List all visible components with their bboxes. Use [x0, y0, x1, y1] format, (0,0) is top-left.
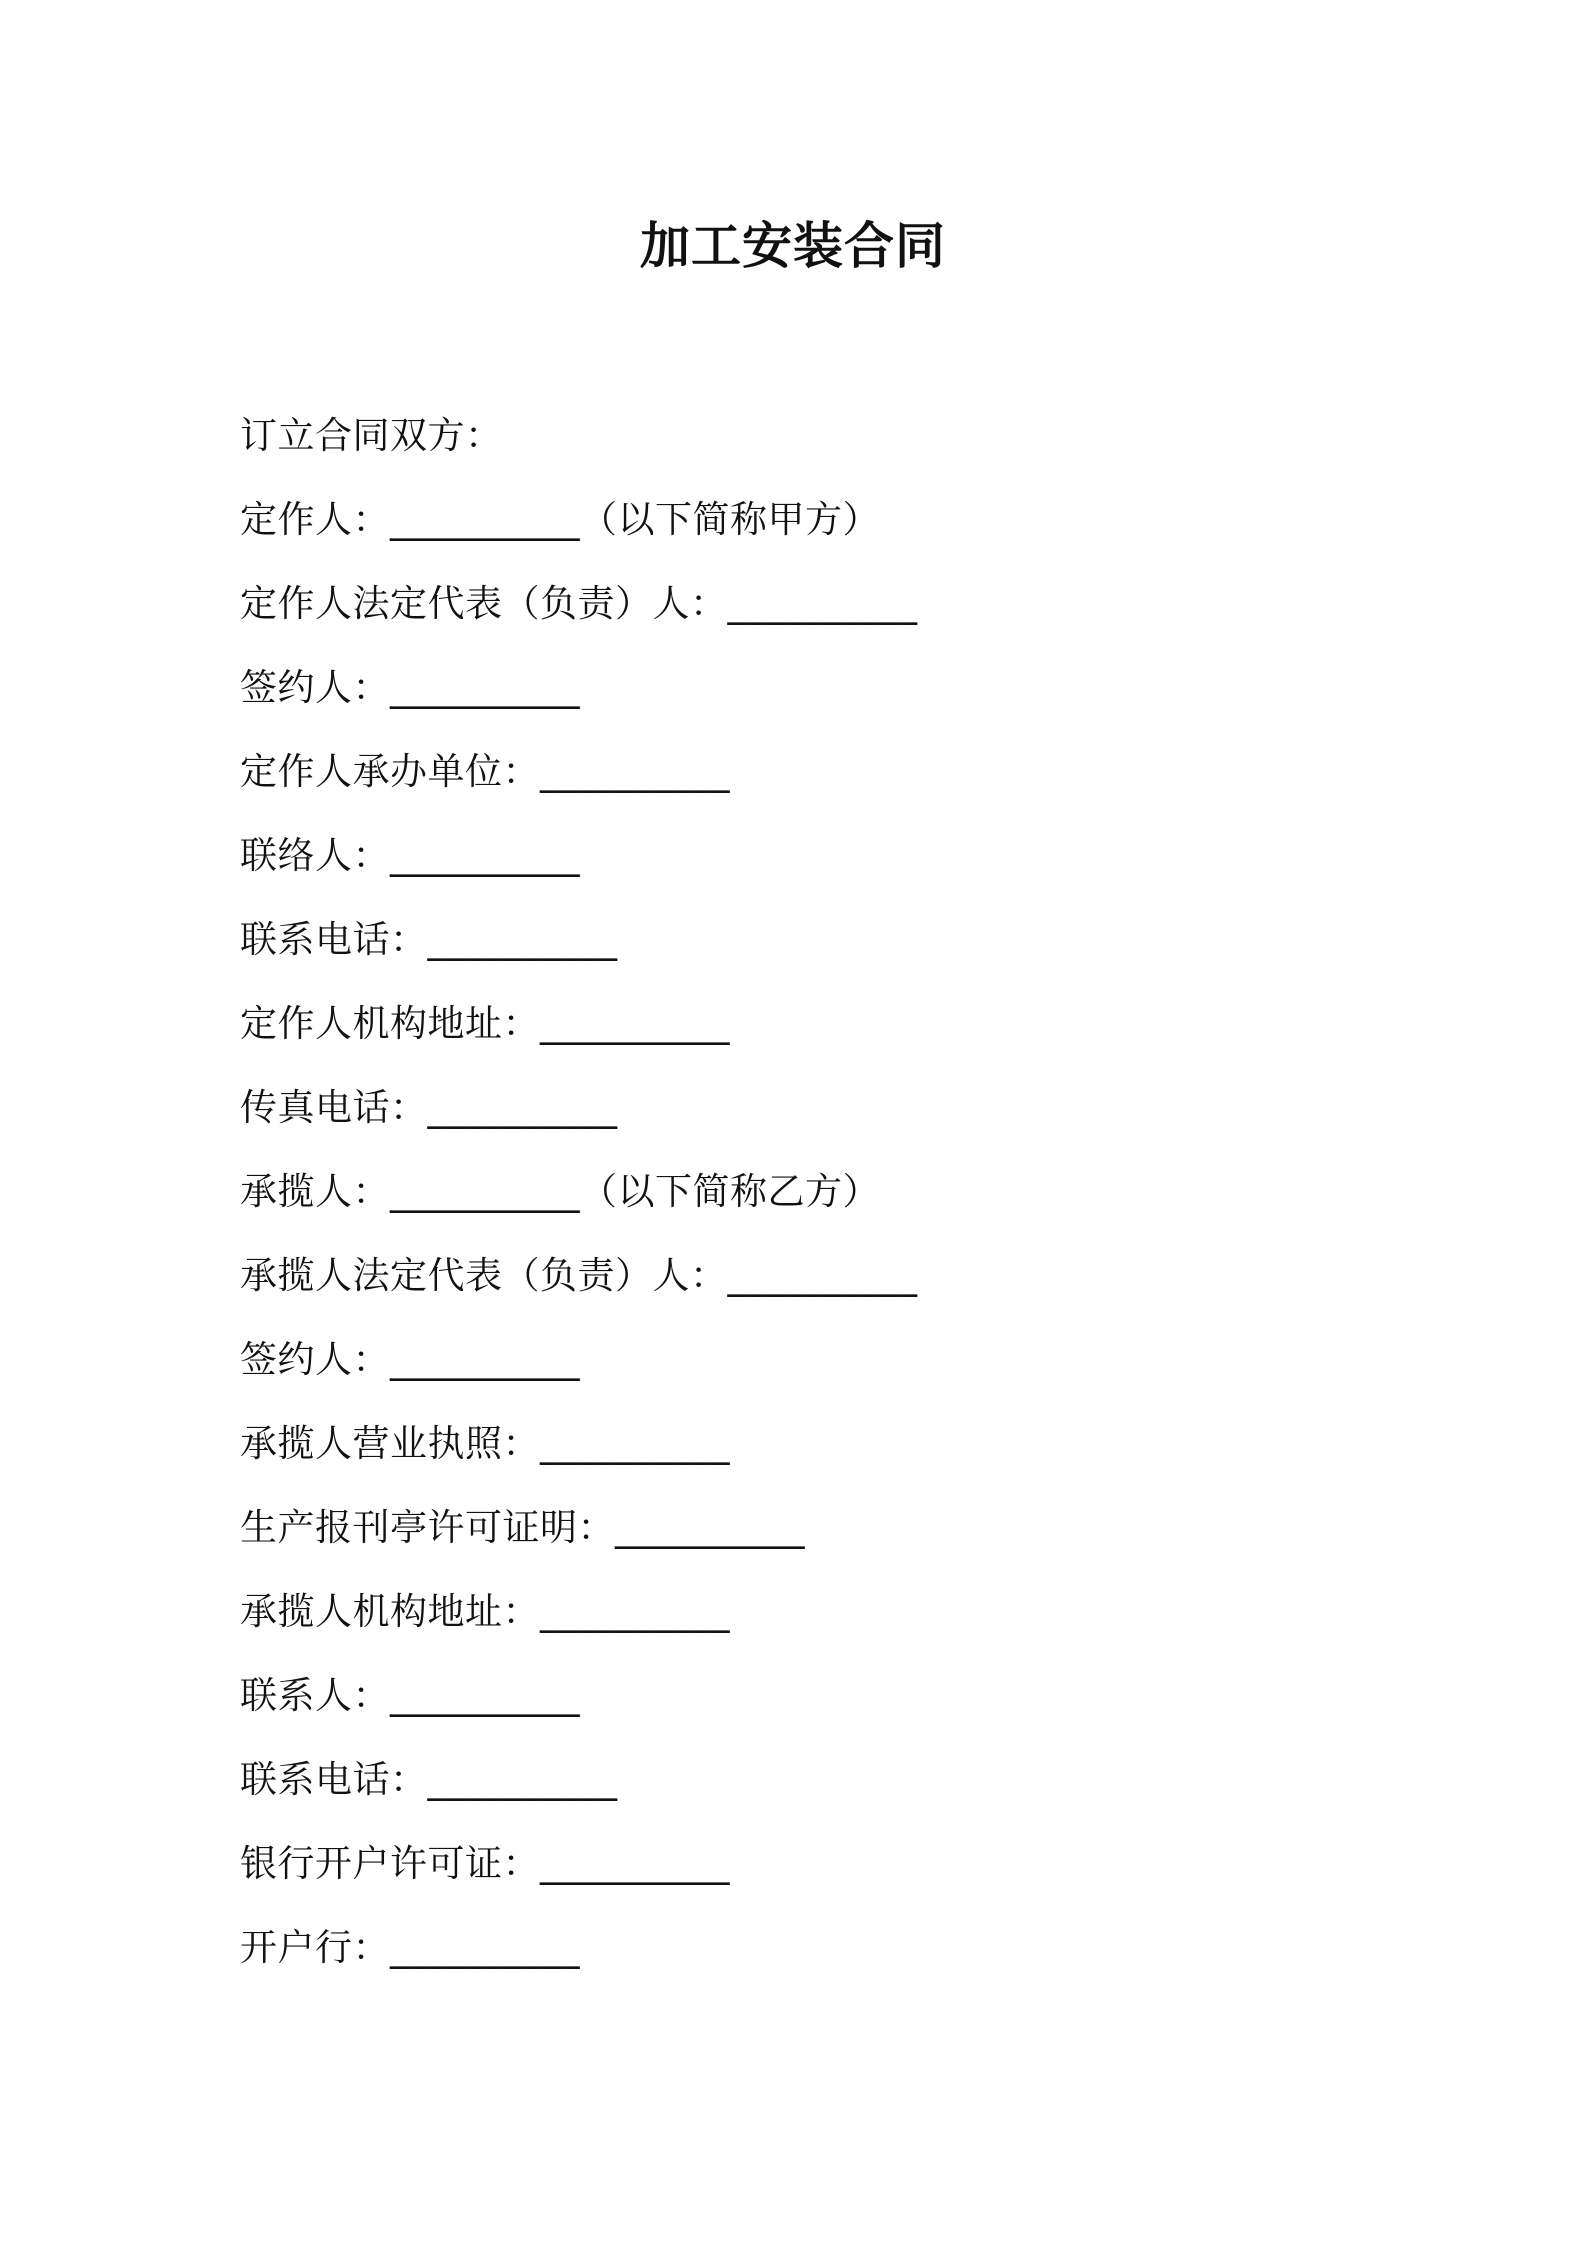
orderer-liaison-line: 联络人：__________: [240, 834, 580, 877]
contractor-address-line: 承揽人机构地址：__________: [240, 1590, 730, 1633]
bank-line: 开户行：__________: [240, 1926, 580, 1969]
parties-heading: 订立合同双方：: [240, 414, 503, 457]
orderer-address-line: 定作人机构地址：__________: [240, 1002, 730, 1045]
orderer-signatory-line: 签约人：__________: [240, 666, 580, 709]
orderer-fax-line: 传真电话：__________: [240, 1086, 618, 1129]
bank-account-permit-line: 银行开户许可证：__________: [240, 1842, 730, 1885]
orderer-legal-rep-line: 定作人法定代表（负责）人：__________: [240, 582, 918, 625]
contractor-legal-rep-line: 承揽人法定代表（负责）人：__________: [240, 1254, 918, 1297]
contractor-signatory-line: 签约人：__________: [240, 1338, 580, 1381]
contractor-phone-line: 联系电话：__________: [240, 1758, 618, 1801]
contractor-contact-line: 联系人：__________: [240, 1674, 580, 1717]
contractor-business-license-line: 承揽人营业执照：__________: [240, 1422, 730, 1465]
contract-parties-section: [240, 406, 1390, 2002]
document-title: 加工安装合同: [640, 217, 946, 275]
orderer-line: 定作人：__________（以下简称甲方）: [240, 498, 880, 541]
orderer-phone-line: 联系电话：__________: [240, 918, 618, 961]
production-permit-line: 生产报刊亭许可证明：__________: [240, 1506, 805, 1549]
orderer-undertaking-unit-line: 定作人承办单位：__________: [240, 750, 730, 793]
contractor-line: 承揽人：__________（以下简称乙方）: [240, 1170, 880, 1213]
